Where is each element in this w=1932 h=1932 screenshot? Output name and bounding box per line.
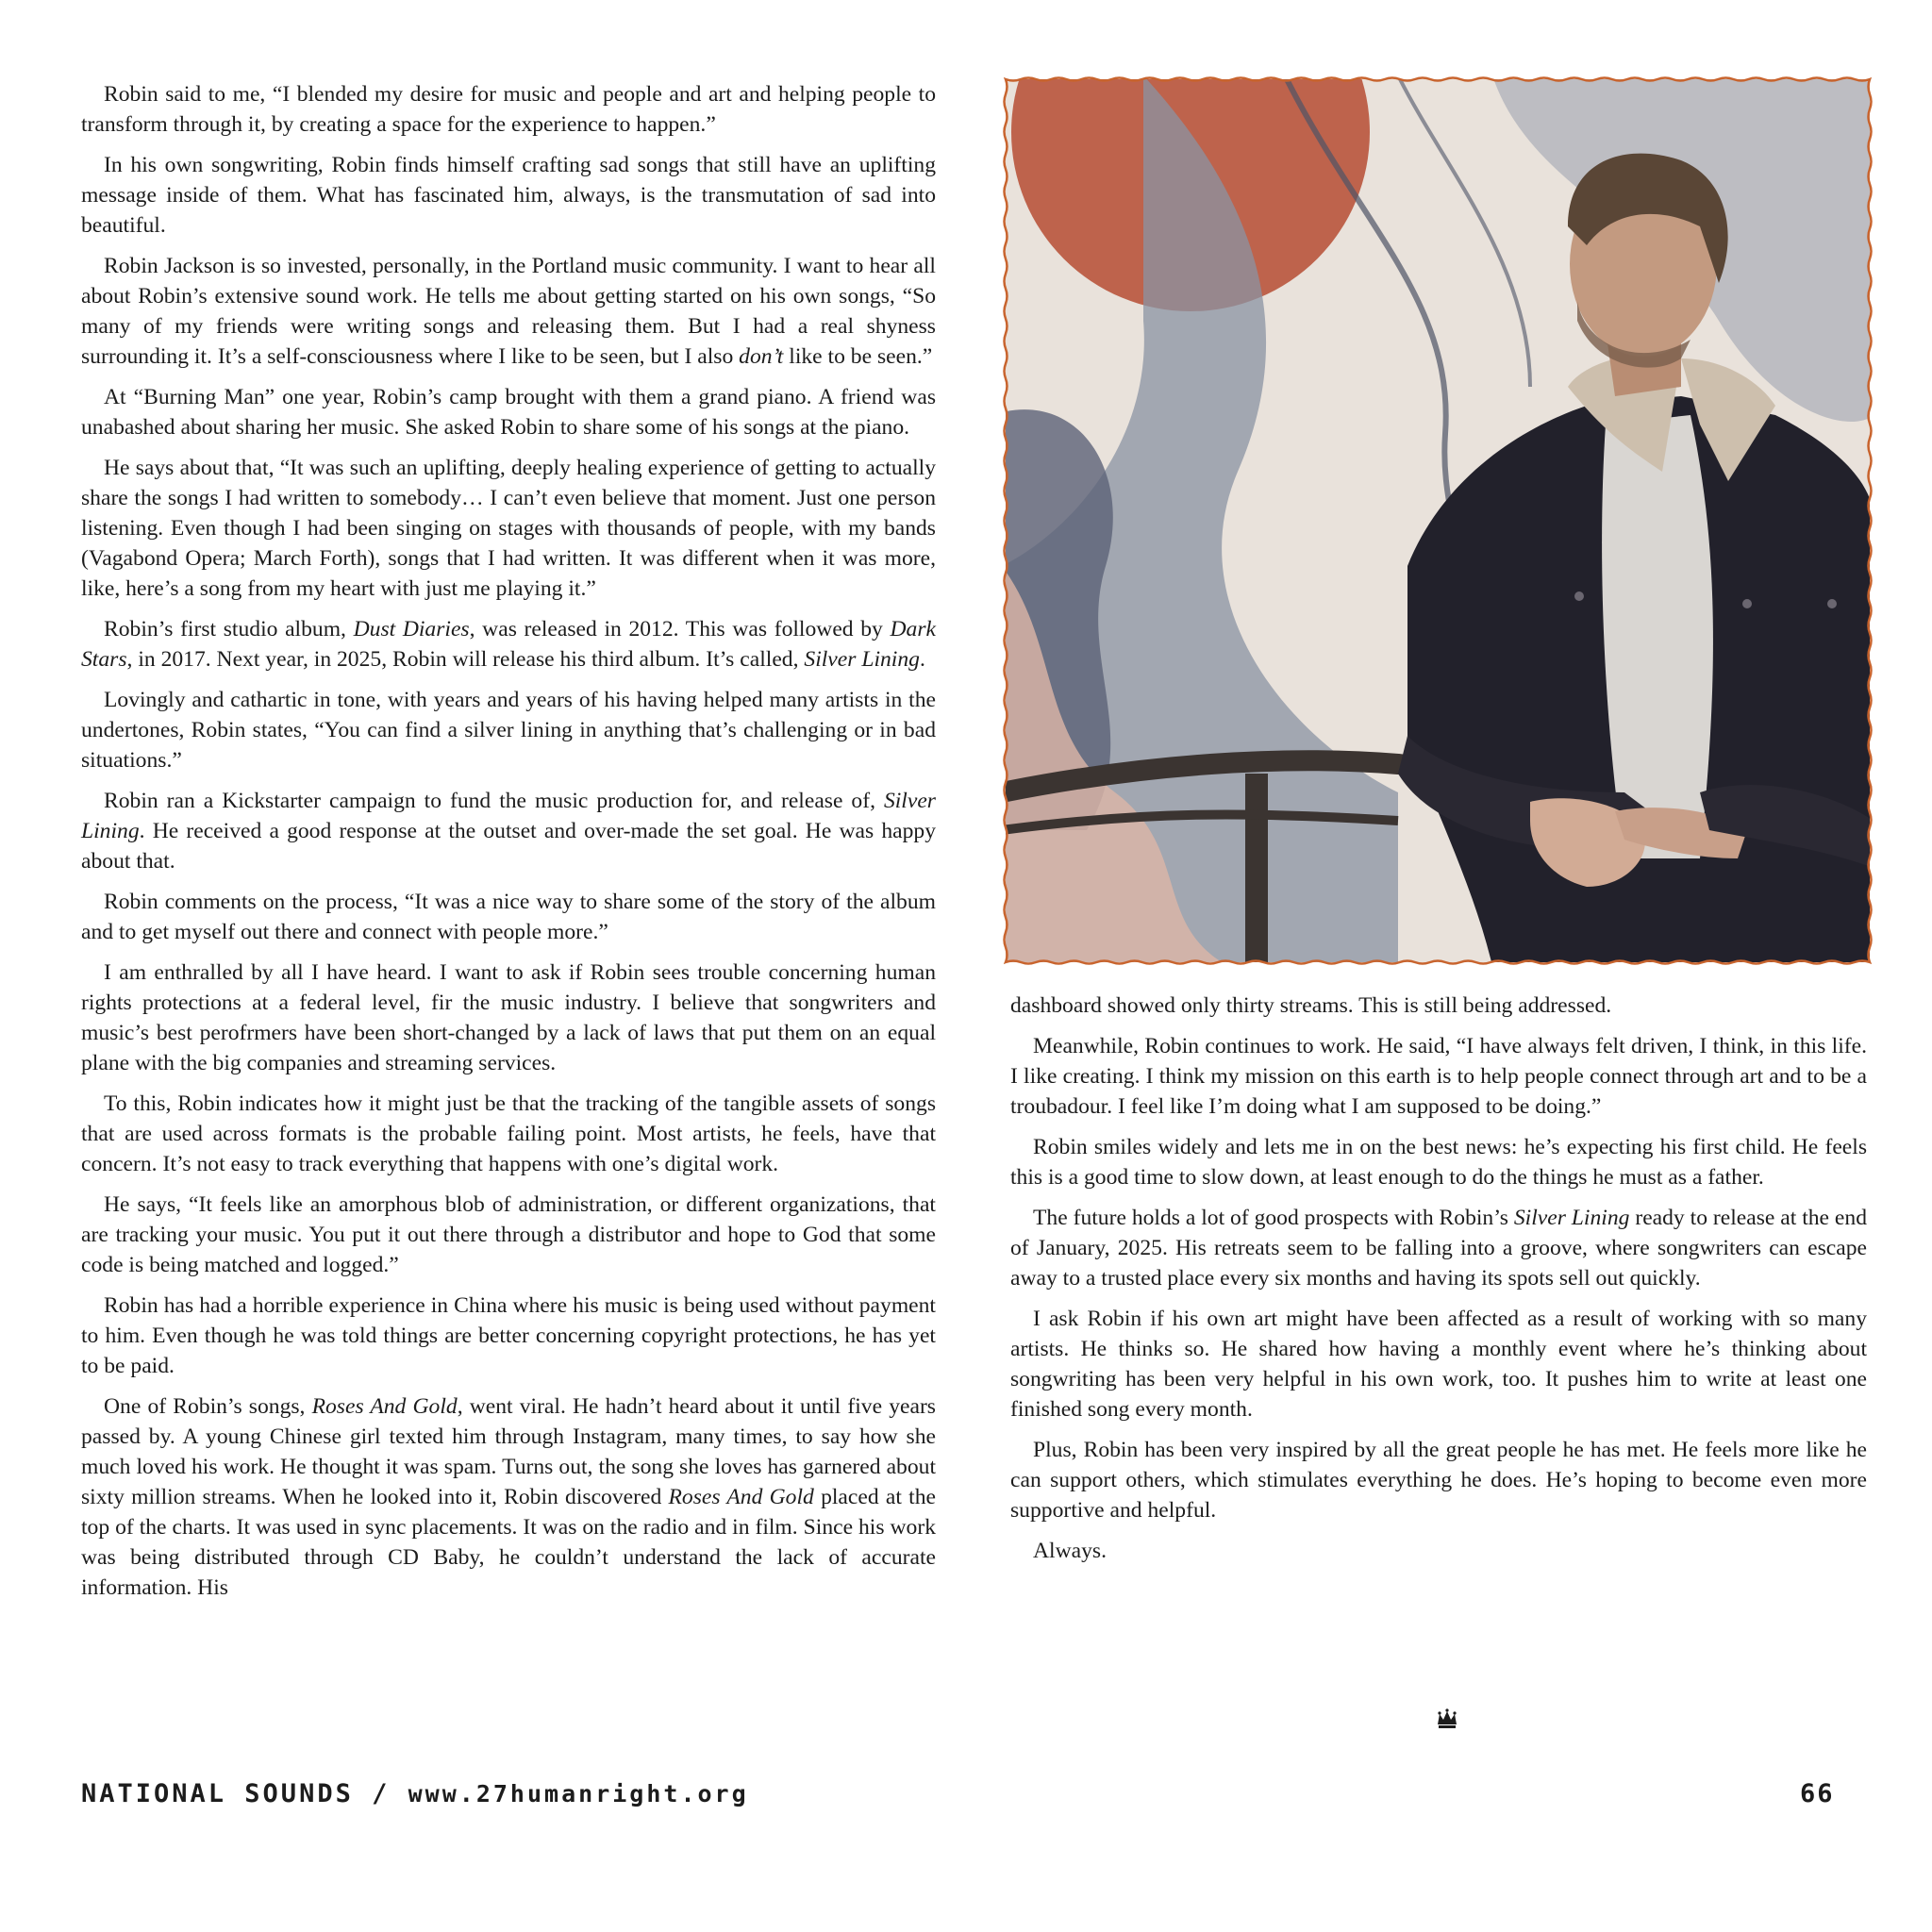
text-run: ready to release at the end of January, 2025. His retreats seem to be falling into a groove, where songwriters can escape away to a trusted place every six months and having its spots sell out quickly.	[1010, 1206, 1867, 1291]
right-text-column	[1010, 991, 1867, 1576]
footer-masthead	[81, 1779, 749, 1808]
text-run: Robin Jackson is so invested, personally, in the Portland music community. I want to hear all about Robin’s extensive sound work. He tells me about getting started on his own songs, “So many of my friends were writing songs and releasing them. But I had a real shyness surrounding it. It’s a self-consciousness where I like to be seen, but I also	[81, 254, 936, 369]
paragraph: In his own songwriting, Robin finds himself crafting sad songs that still have an uplifting message inside of them. What has fascinated him, always, is the transmutation of sad into beautiful.	[81, 153, 936, 238]
paragraph: To this, Robin indicates how it might just be that the tracking of the tangible assets of songs that are used across formats is the probable failing point. Most artists, he feels, have that concern. It’s not easy to track everything that happens with one’s digital work.	[81, 1091, 936, 1176]
paragraph: Lovingly and cathartic in tone, with years and years of his having helped many artists in the undertones, Robin states, “You can find a silver lining in anything that’s challenging or in bad situations.”	[81, 688, 936, 773]
paragraph: At “Burning Man” one year, Robin’s camp brought with them a grand piano. A friend was unabashed about sharing her music. She asked Robin to share some of his songs at the piano.	[81, 385, 936, 440]
album-title: Silver Lining	[81, 789, 936, 843]
paragraph: Plus, Robin has been very inspired by all the great people he has met. He feels more like he can support others, which stimulates everything he does. He’s hoping to become even more supportive and helpful.	[1010, 1438, 1867, 1523]
paragraph	[81, 251, 936, 372]
emphasis: don’t	[739, 344, 784, 369]
paragraph: I ask Robin if his own art might have been affected as a result of working with so many artists. He thinks so. He shared how having a monthly event where he’s thinking about songwriting has been very helpful in his own work, too. It pushes him to write at least one finished song every month.	[1010, 1307, 1867, 1422]
text-run: , went viral. He hadn’t heard about it until five years passed by. A young Chinese girl texted him through Instagram, many times, to say how she much loved his work. He thought it was spam. Turns out, the song she loves has garnered about sixty million streams. When he looked into it, Robin discovered	[81, 1394, 936, 1509]
paragraph: He says about that, “It was such an uplifting, deeply healing experience of getting to actually share the songs I had written to somebody… I can’t even believe that moment. Just one person listening. Even though I had been singing on stages with thousands of people, with my bands (Vagabond Opera; March Forth), songs that I had written. It was different when it was more, like, here’s a song from my heart with just me playing it.”	[81, 456, 936, 601]
paragraph	[81, 1391, 936, 1603]
paragraph: Always.	[1033, 1539, 1107, 1563]
album-title: Silver Lining	[804, 647, 920, 672]
text-run: Robin’s first studio album,	[104, 617, 354, 641]
paragraph	[81, 614, 936, 675]
footer-url[interactable]: www.27humanright.org	[408, 1780, 749, 1807]
paragraph-continuation: dashboard showed only thirty streams. This is still being addressed.	[1010, 993, 1612, 1018]
paragraph: I am enthralled by all I have heard. I want to ask if Robin sees trouble concerning human rights protections at a federal level, fir the music industry. I believe that songwriters and music’s best perofrmers have been short-changed by a lack of laws that put them on an equal plane with the big companies and streaming services.	[81, 960, 936, 1075]
paragraph: Robin has had a horrible experience in China where his music is being used without payment to him. Even though he was told things are better concerning copyright protections, he has yet to be paid.	[81, 1293, 936, 1378]
album-title: Dust Diaries	[353, 617, 470, 641]
text-run: The future holds a lot of good prospects with Robin’s	[1033, 1206, 1514, 1230]
crown-end-mark-icon	[1434, 1706, 1460, 1732]
song-title: Roses And Gold	[311, 1394, 458, 1419]
text-run: .	[919, 647, 925, 672]
album-title: Dark Stars	[81, 617, 936, 672]
paragraph: Robin said to me, “I blended my desire for music and people and art and helping people to transform through it, by creating a space for the experience to happen.”	[81, 82, 936, 137]
publication-name: NATIONAL SOUNDS	[81, 1779, 354, 1808]
text-run: , in 2017. Next year, in 2025, Robin will release his third album. It’s called,	[126, 647, 805, 672]
text-run: placed at the top of the charts. It was used in sync placements. It was on the radio and in film. Since his work was being distributed through CD Baby, he couldn’t understand the lack of accurate information. His	[81, 1485, 936, 1600]
song-title: Roses And Gold	[668, 1485, 814, 1509]
footer-separator: /	[353, 1779, 408, 1808]
paragraph	[81, 786, 936, 876]
page-number: 66	[1800, 1779, 1835, 1808]
text-run: One of Robin’s songs,	[104, 1394, 312, 1419]
paragraph: Robin comments on the process, “It was a nice way to share some of the story of the album and to get myself out there and connect with people more.”	[81, 890, 936, 944]
paragraph: Robin smiles widely and lets me in on the best news: he’s expecting his first child. He feels this is a good time to slow down, at least enough to do the things he must as a father.	[1010, 1135, 1867, 1190]
album-title: Silver Lining	[1513, 1206, 1630, 1230]
portrait-photo	[1002, 75, 1874, 966]
paragraph: Meanwhile, Robin continues to work. He said, “I have always felt driven, I think, in this life. I like creating. I think my mission on this earth is to help people connect through art and to be a troubadour. I feel like I’m doing what I am supposed to be doing.”	[1010, 1034, 1867, 1119]
paragraph	[1010, 1203, 1867, 1293]
portrait-illustration	[1002, 75, 1874, 966]
text-run: Robin ran a Kickstarter campaign to fund the music production for, and release of,	[104, 789, 884, 813]
text-run: . He received a good response at the outset and over-made the set goal. He was happy about that.	[81, 819, 936, 874]
text-run: like to be seen.”	[783, 344, 933, 369]
left-text-column	[81, 79, 936, 1613]
paragraph: He says, “It feels like an amorphous blob of administration, or different organizations, that are tracking your music. You put it out there through a distributor and hope to God that some code is being matched and logged.”	[81, 1192, 936, 1277]
text-run: , was released in 2012. This was followed by	[469, 617, 891, 641]
